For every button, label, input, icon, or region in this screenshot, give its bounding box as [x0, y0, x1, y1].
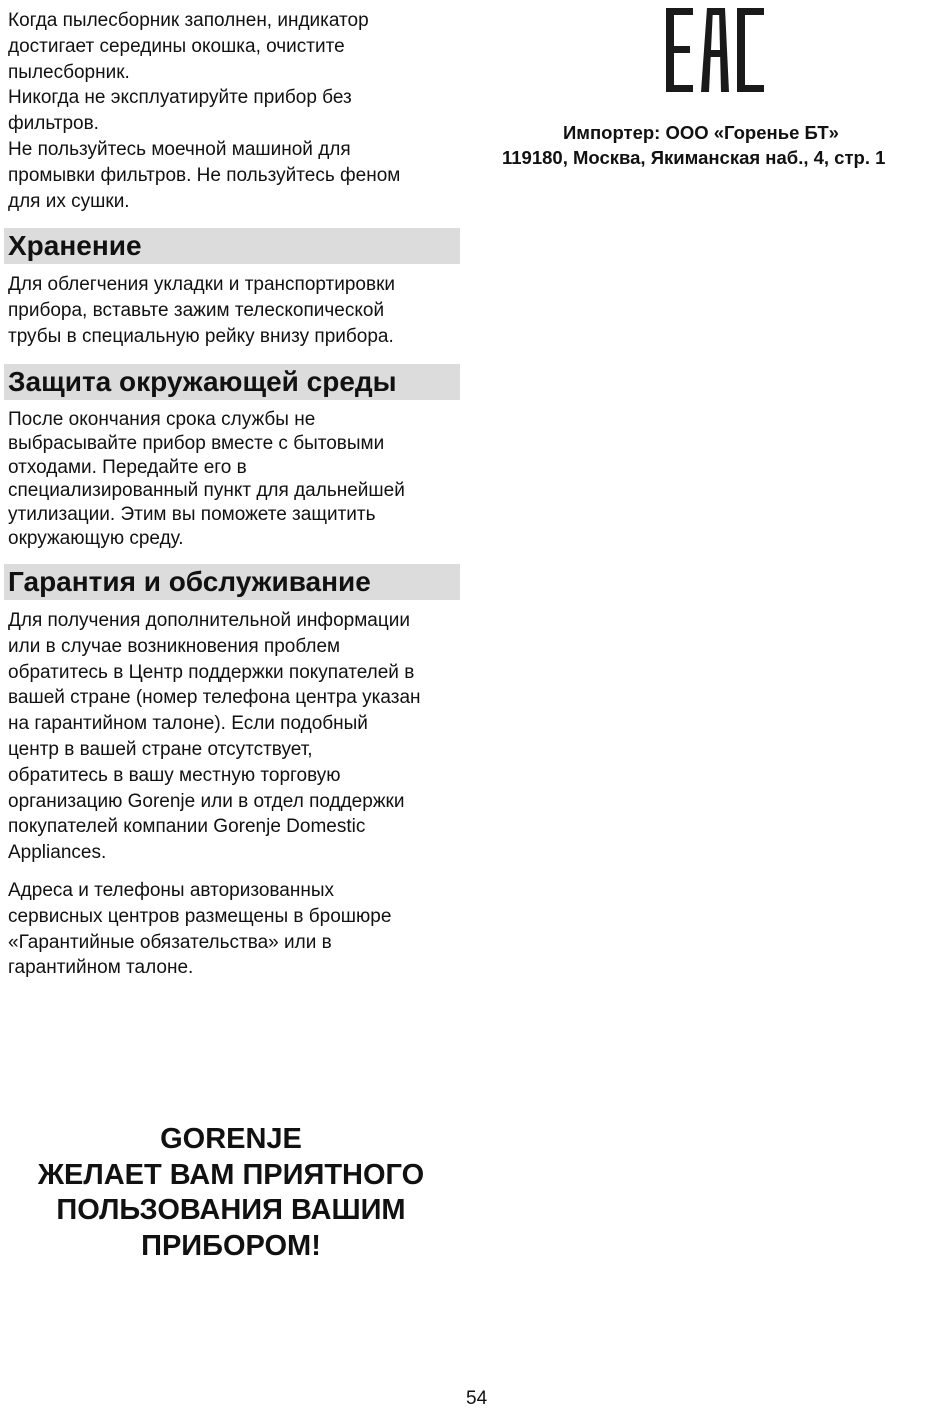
environment-heading: Защита окружающей среды	[4, 364, 460, 400]
eac-mark-icon	[666, 8, 766, 92]
warranty-paragraph-2: Адреса и телефоны авторизованных сервисных центров размещены в брошюре «Гарантийные обязательства» или в гарантийном талоне.	[8, 879, 392, 979]
storage-paragraph: Для облегчения укладки и транспортировки прибора, вставьте зажим телескопической трубы в специальную рейку внизу прибора.	[8, 274, 396, 347]
closing-message: GORENJE ЖЕЛАЕТ ВАМ ПРИЯТНОГО ПОЛЬЗОВАНИЯ ВАШИМ ПРИБОРОМ!	[37, 1123, 425, 1262]
warranty-paragraph-1: Для получения дополнительной информации или в случае возникновения проблем обратитесь в Центр поддержки покупателей в вашей стране (номер телефона центра указан на гарантийном талоне). Если подобный центр в вашей стране отсутствует, обратитесь в вашу местную торговую организацию Gorenje или в отдел поддержки покупателей компании Gorenje Domestic Appliances.	[8, 610, 421, 864]
warranty-heading: Гарантия и обслуживание	[4, 564, 460, 600]
importer-name: Импортер: ООО «Горенье БТ»	[563, 122, 839, 143]
warranty-section	[8, 608, 460, 981]
intro-paragraph: Когда пылесборник заполнен, индикатор достигает середины окошка, очистите пылесборник. Никогда не эксплуатируйте прибор без фильтров. Не пользуйтесь моечной машиной для промывки фильтров. Не пользуйтесь феном для их сушки.	[8, 10, 401, 212]
importer-address: 119180, Москва, Якиманская наб., 4, стр. 1	[502, 147, 886, 168]
storage-section	[8, 272, 460, 349]
environment-paragraph: После окончания срока службы не выбрасывайте прибор вместе с бытовыми отходами. Передайте его в специализированный пункт для дальнейшей утилизации. Этим вы поможете защитить окружающую среду.	[8, 409, 405, 549]
page-number: 54	[466, 1388, 488, 1409]
intro-section	[8, 8, 460, 214]
environment-section	[8, 408, 460, 551]
storage-heading: Хранение	[4, 228, 460, 264]
importer-info	[480, 120, 950, 170]
